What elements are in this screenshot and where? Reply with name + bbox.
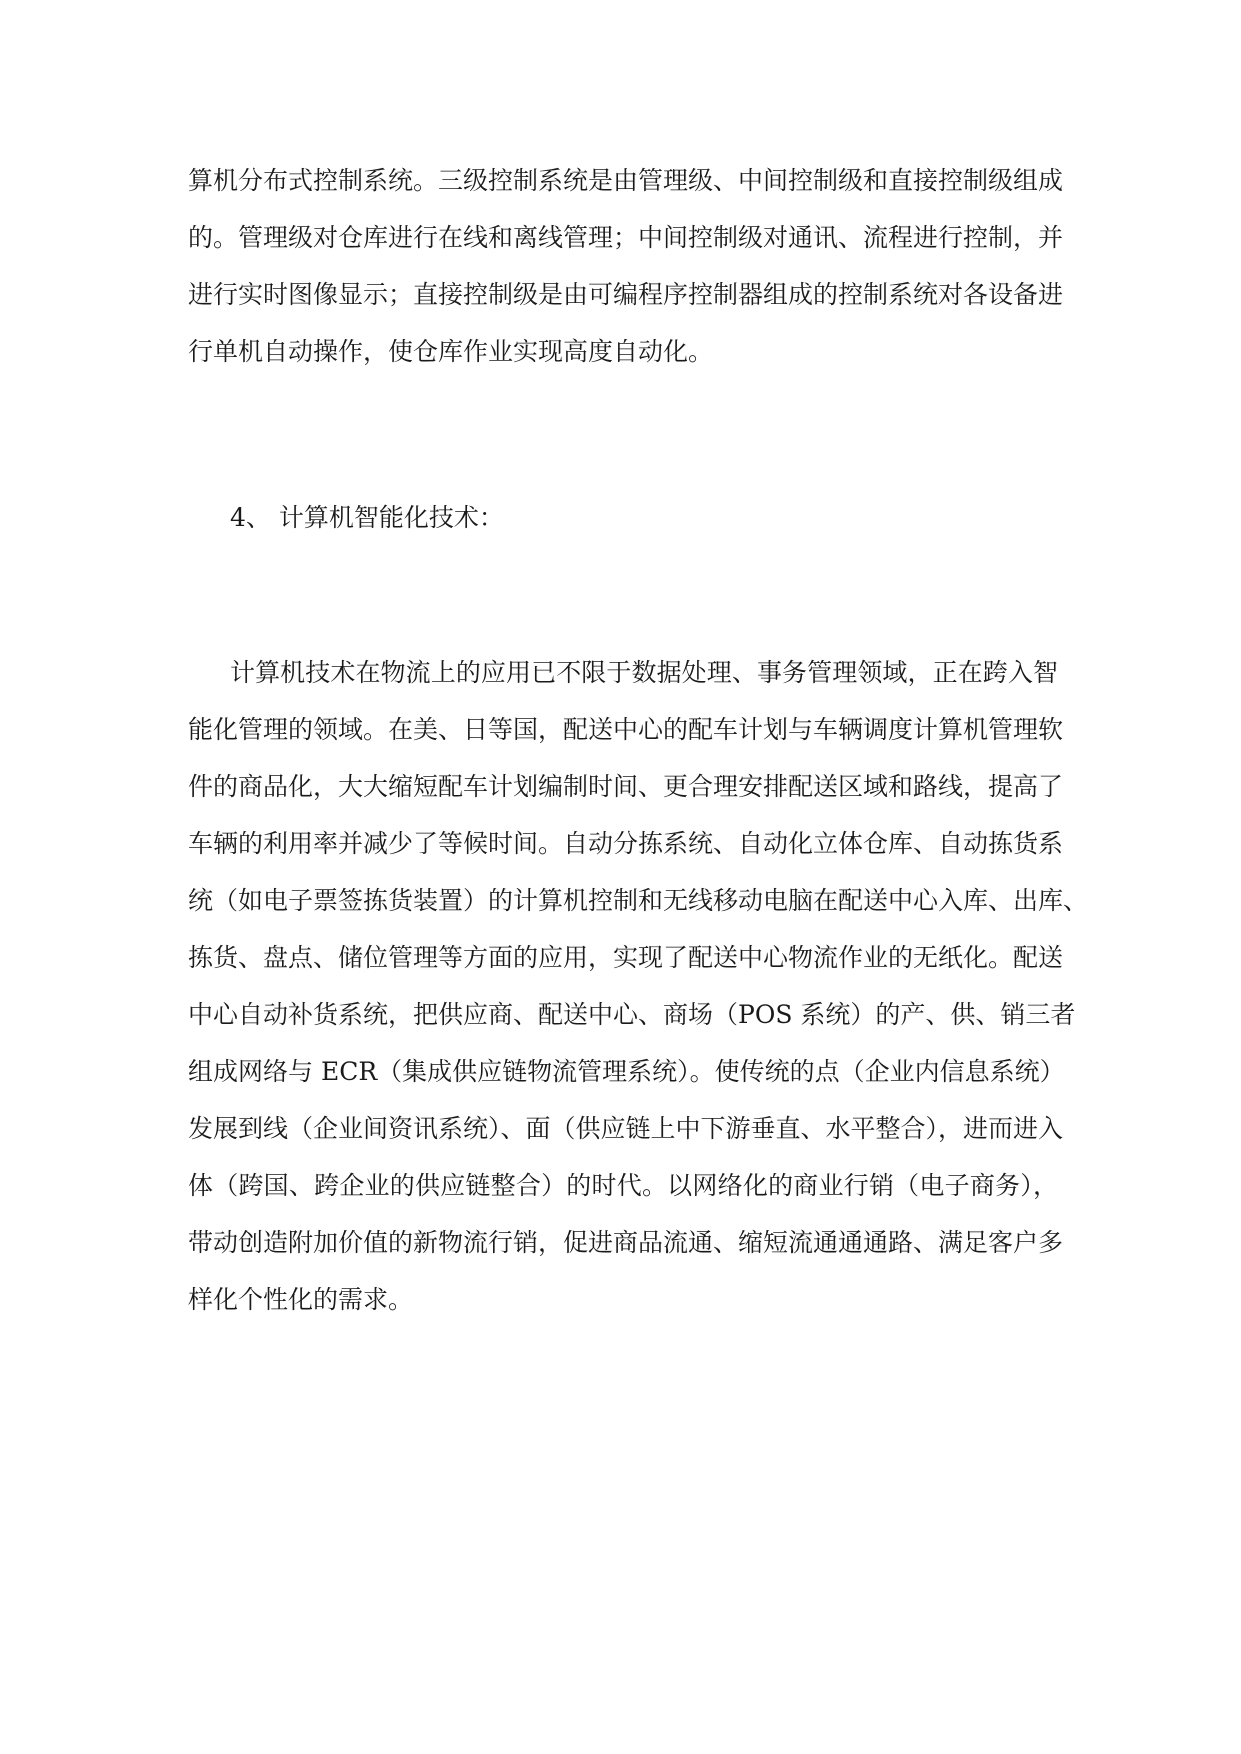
paragraph-2-line-3: 件的商品化，大大缩短配车计划编制时间、更合理安排配送区域和路线，提高了 <box>188 772 1064 801</box>
paragraph-2-line-8: 组成网络与 ECR（集成供应链物流管理系统）。使传统的点（企业内信息系统） <box>188 1057 1065 1086</box>
paragraph-2-line-7: 中心自动补货系统，把供应商、配送中心、商场（POS 系统）的产、供、销三者 <box>188 1000 1076 1029</box>
paragraph-2-line-11: 带动创造附加价值的新物流行销，促进商品流通、缩短流通通通路、满足客户多 <box>188 1228 1064 1257</box>
paragraph-2-line-12: 样化个性化的需求。 <box>188 1285 414 1314</box>
paragraph-2-line-2: 能化管理的领域。在美、日等国，配送中心的配车计划与车辆调度计算机管理软 <box>188 715 1064 744</box>
section-heading: 4、 计算机智能化技术： <box>230 503 504 532</box>
paragraph-1-line-2: 的。管理级对仓库进行在线和离线管理；中间控制级对通讯、流程进行控制，并 <box>188 223 1064 252</box>
paragraph-1-line-4: 行单机自动操作，使仓库作业实现高度自动化。 <box>188 337 714 366</box>
paragraph-2-line-1: 计算机技术在物流上的应用已不限于数据处理、事务管理领域，正在跨入智 <box>230 658 1058 687</box>
paragraph-1-line-1: 算机分布式控制系统。三级控制系统是由管理级、中间控制级和直接控制级组成 <box>188 166 1064 195</box>
paragraph-2-line-10: 体（跨国、跨企业的供应链整合）的时代。以网络化的商业行销（电子商务）， <box>188 1171 1058 1200</box>
paragraph-2-line-6: 拣货、盘点、储位管理等方面的应用，实现了配送中心物流作业的无纸化。配送 <box>188 943 1064 972</box>
paragraph-1-line-3: 进行实时图像显示；直接控制级是由可编程序控制器组成的控制系统对各设备进 <box>188 280 1064 309</box>
paragraph-2-line-5: 统（如电子票签拣货装置）的计算机控制和无线移动电脑在配送中心入库、出库、 <box>188 886 1089 915</box>
paragraph-2-line-4: 车辆的利用率并减少了等候时间。自动分拣系统、自动化立体仓库、自动拣货系 <box>188 829 1064 858</box>
paragraph-2-line-9: 发展到线（企业间资讯系统）、面（供应链上中下游垂直、水平整合），进而进入 <box>188 1114 1064 1143</box>
